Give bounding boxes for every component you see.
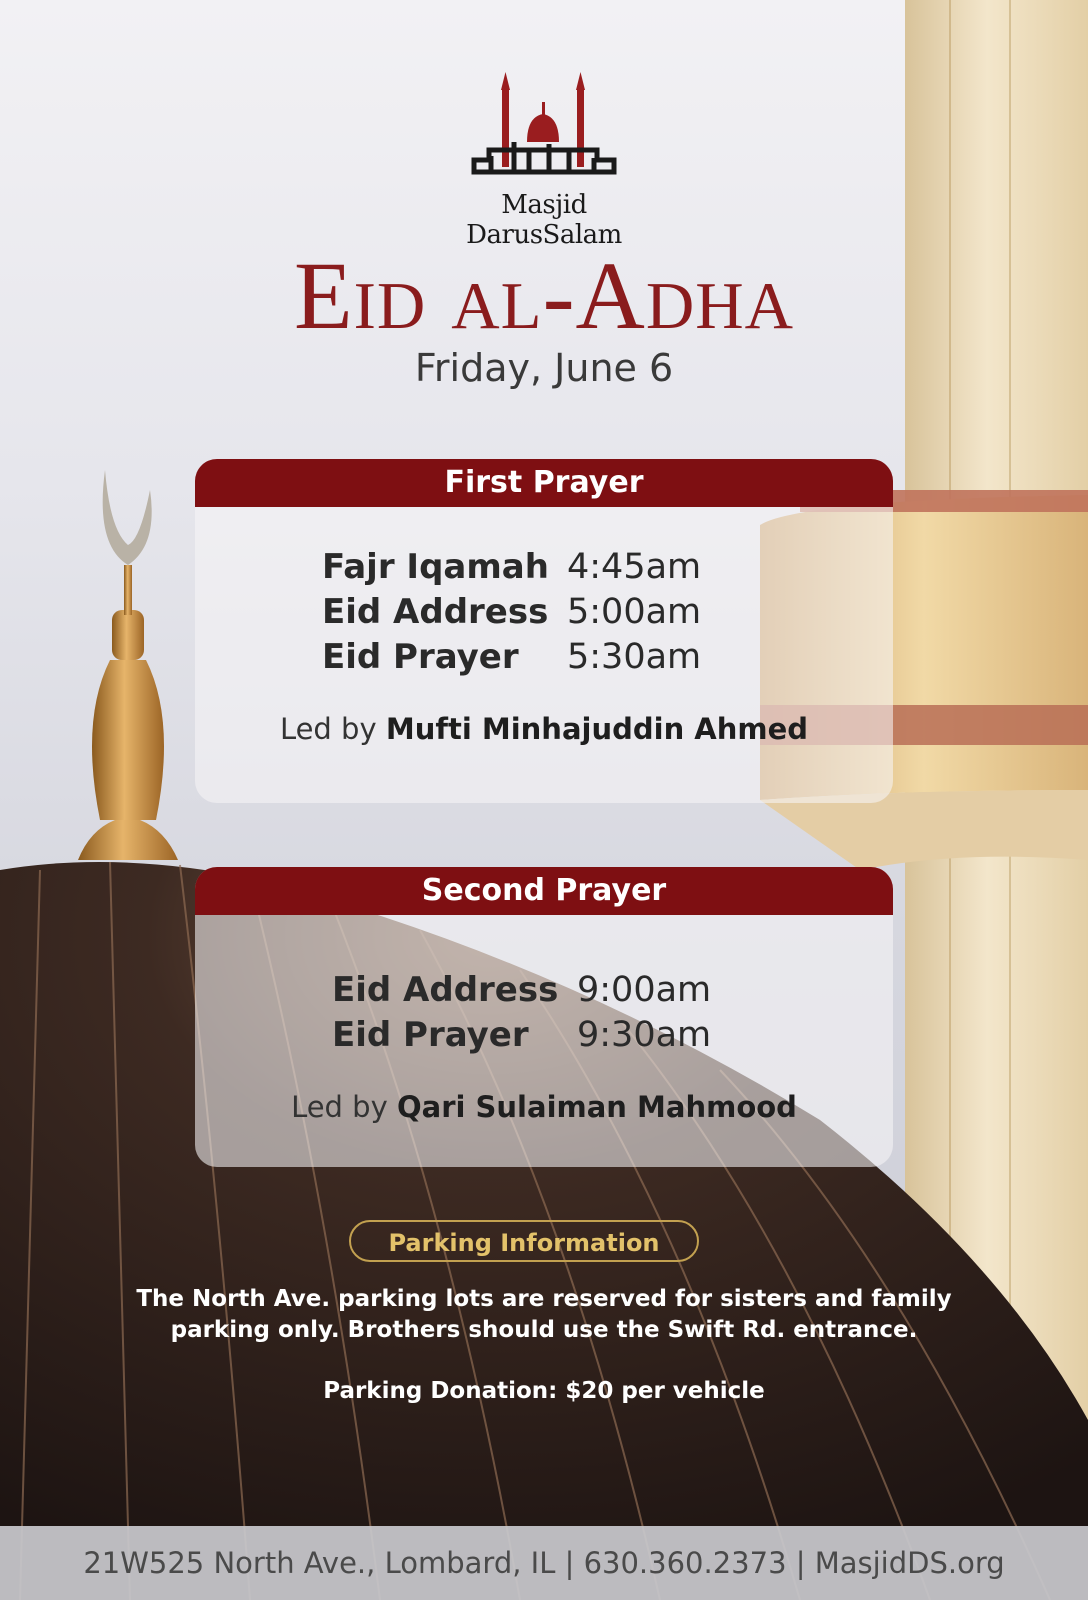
second-prayer-heading: Second Prayer bbox=[195, 867, 893, 915]
first-prayer-heading: First Prayer bbox=[195, 459, 893, 507]
parking-text bbox=[100, 1284, 988, 1346]
led-by-prefix: Led by bbox=[291, 1090, 388, 1124]
first-prayer-card bbox=[195, 459, 893, 803]
mosque-logo-icon bbox=[469, 72, 619, 182]
parking-line: The North Ave. parking lots are reserved for sisters and family bbox=[136, 1286, 952, 1312]
imam-name: Mufti Minhajuddin Ahmed bbox=[385, 712, 809, 746]
schedule-label: Eid Address bbox=[332, 969, 559, 1010]
parking-information-badge: Parking Information bbox=[349, 1220, 699, 1262]
schedule-row bbox=[322, 544, 702, 589]
schedule-label: Eid Prayer bbox=[332, 1014, 529, 1055]
schedule-row bbox=[322, 634, 702, 679]
second-prayer-led-by bbox=[195, 1090, 893, 1124]
schedule-row bbox=[332, 1012, 712, 1057]
page-title: Eid al-Adha bbox=[293, 242, 795, 349]
second-prayer-schedule bbox=[332, 967, 712, 1057]
schedule-row bbox=[322, 589, 702, 634]
schedule-time: 5:00am bbox=[567, 591, 702, 632]
imam-name: Qari Sulaiman Mahmood bbox=[396, 1090, 797, 1124]
parking-donation: Parking Donation: $20 per vehicle bbox=[323, 1378, 765, 1404]
first-prayer-schedule bbox=[322, 544, 702, 679]
masjid-logo bbox=[429, 72, 659, 250]
parking-line: parking only. Brothers should use the Swift Rd. entrance. bbox=[170, 1317, 918, 1343]
schedule-label: Fajr Iqamah bbox=[322, 546, 549, 587]
schedule-time: 9:00am bbox=[577, 969, 712, 1010]
schedule-label: Eid Prayer bbox=[322, 636, 519, 677]
led-by-prefix: Led by bbox=[279, 712, 377, 746]
first-prayer-led-by bbox=[195, 712, 893, 746]
schedule-row bbox=[332, 967, 712, 1012]
second-prayer-card bbox=[195, 867, 893, 1167]
schedule-label: Eid Address bbox=[322, 591, 549, 632]
schedule-time: 4:45am bbox=[567, 546, 702, 587]
schedule-time: 5:30am bbox=[567, 636, 702, 677]
logo-name: Masjid DarusSalam bbox=[466, 190, 622, 250]
schedule-time: 9:30am bbox=[577, 1014, 712, 1055]
footer-contact: 21W525 North Ave., Lombard, IL | 630.360.2373 | MasjidDS.org bbox=[0, 1526, 1088, 1600]
event-date: Friday, June 6 bbox=[414, 346, 674, 390]
